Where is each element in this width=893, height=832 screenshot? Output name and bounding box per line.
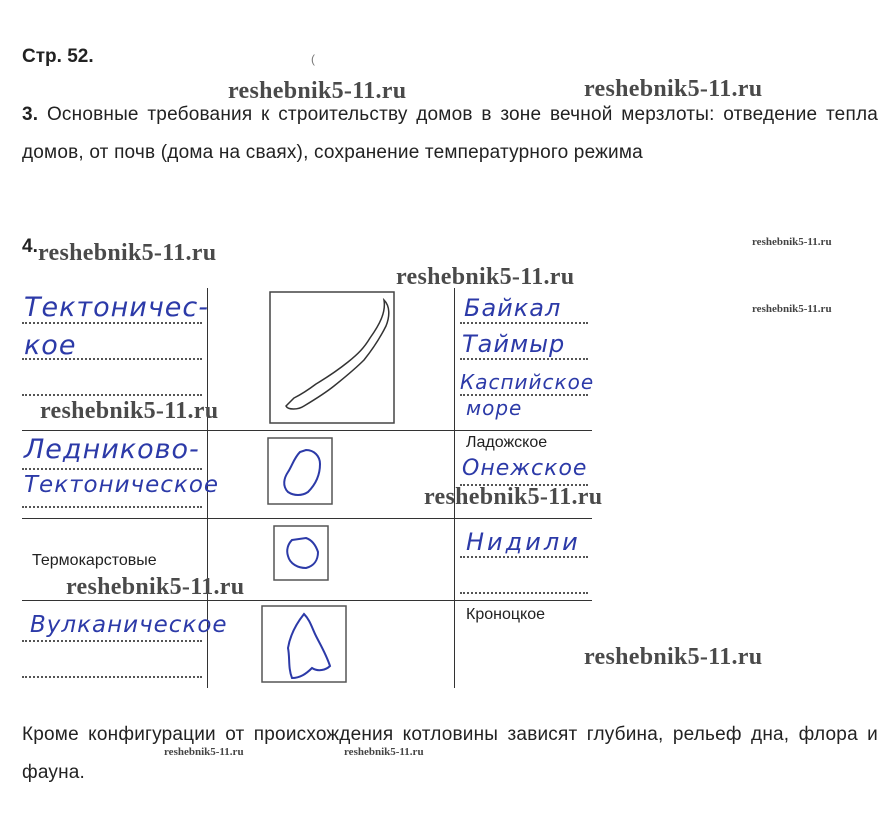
watermark: reshebnik5-11.ru xyxy=(66,574,245,600)
dotted-line xyxy=(460,592,588,594)
lake-row4-printed: Кроноцкое xyxy=(466,606,545,623)
dotted-line xyxy=(22,676,202,678)
origin-row1-line2: кое xyxy=(24,330,77,361)
task3-paragraph xyxy=(22,96,878,172)
lake-row1-1: Байкал xyxy=(464,294,562,322)
origin-row4-line1: Вулканическое xyxy=(30,612,228,638)
baikal-drawing xyxy=(268,290,396,425)
dotted-line xyxy=(460,394,588,396)
lake-row3-1: Нидили xyxy=(466,528,581,556)
watermark-small: reshebnik5-11.ru xyxy=(344,746,424,758)
dotted-line xyxy=(460,358,588,360)
origin-row3-printed: Термокарстовые xyxy=(32,552,157,569)
watermark: reshebnik5-11.ru xyxy=(584,76,763,102)
table-row-separator xyxy=(22,430,592,431)
watermark: reshebnik5-11.ru xyxy=(424,484,603,510)
stray-mark: ( xyxy=(311,52,315,66)
task3-number: 3. xyxy=(22,104,39,125)
watermark: reshebnik5-11.ru xyxy=(396,264,575,290)
lake-row1-2: Таймыр xyxy=(462,330,566,358)
dotted-line xyxy=(22,506,202,508)
dotted-line xyxy=(22,322,202,324)
dotted-line xyxy=(22,468,202,470)
watermark: reshebnik5-11.ru xyxy=(584,644,763,670)
lake-row2-1: Онежское xyxy=(462,456,588,481)
thermokarst-drawing xyxy=(272,524,330,582)
lake-row1-3: Каспийское xyxy=(460,370,595,394)
dotted-line xyxy=(22,394,202,396)
watermark: reshebnik5-11.ru xyxy=(228,78,407,104)
origin-row1-line1: Тектоничес- xyxy=(24,292,210,323)
watermark-small: reshebnik5-11.ru xyxy=(752,236,832,248)
lake-row2-printed: Ладожское xyxy=(466,434,548,451)
page-title: Стр. 52. xyxy=(22,46,94,67)
kronotskoye-drawing xyxy=(260,604,348,684)
watermark: reshebnik5-11.ru xyxy=(40,398,219,424)
task4-number: 4. xyxy=(22,236,38,257)
dotted-line xyxy=(22,640,202,642)
origin-row2-line1: Ледниково- xyxy=(24,434,200,465)
task3-text: Основные требования к строительству домов в зоне вечной мерзлоты: отведение тепла домов, от почв (дома на сваях), сохранение температурного режима xyxy=(22,104,878,163)
conclusion-paragraph: Кроме конфигурации от происхождения котловины зависят глубина, рельеф дна, флора и фауна. xyxy=(22,724,878,783)
watermark: reshebnik5-11.ru xyxy=(38,240,217,266)
origin-row2-line2: Тектоническое xyxy=(24,472,220,498)
lake-row1-4: море xyxy=(466,396,523,420)
dotted-line xyxy=(460,322,588,324)
watermark-small: reshebnik5-11.ru xyxy=(164,746,244,758)
dotted-line xyxy=(22,358,202,360)
table-row-separator xyxy=(22,518,592,519)
watermark-small: reshebnik5-11.ru xyxy=(752,303,832,315)
ladoga-drawing xyxy=(266,436,334,506)
dotted-line xyxy=(460,556,588,558)
